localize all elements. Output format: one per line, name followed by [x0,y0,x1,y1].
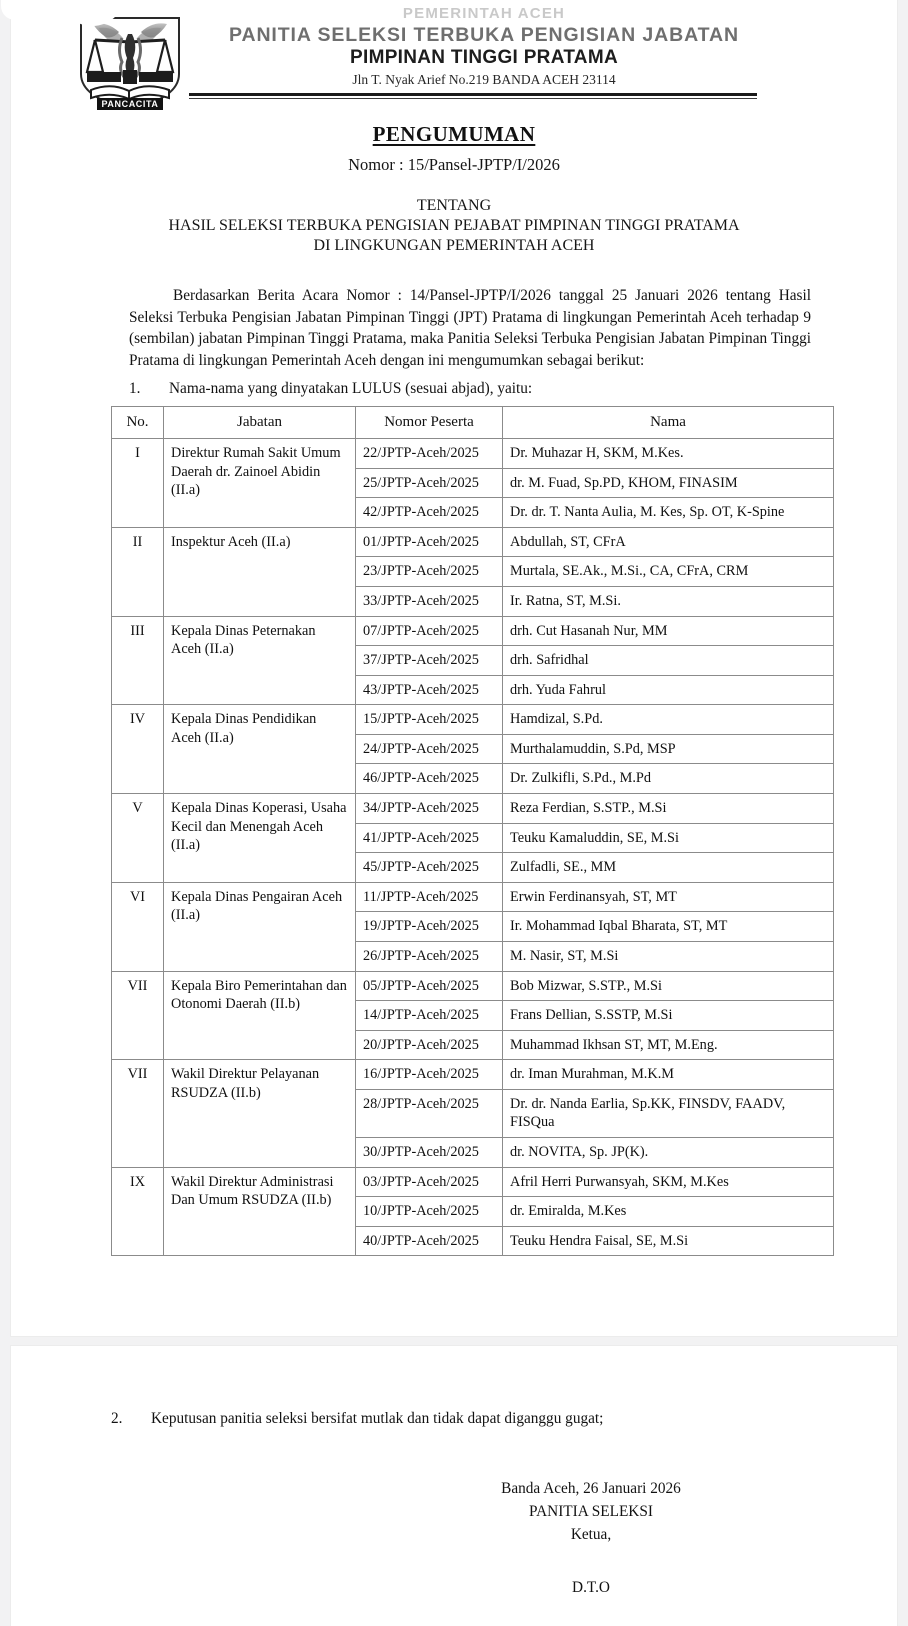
column-header-jabatan: Jabatan [164,406,356,439]
results-table-wrap [29,406,879,1257]
cell-nama: dr. Emiralda, M.Kes [503,1197,834,1227]
table-row [112,794,834,824]
cell-nama: Reza Ferdian, S.STP., M.Si [503,794,834,824]
list-item-1-text: Nama-nama yang dinyatakan LULUS (sesuai abjad), yaitu: [169,379,533,397]
signature-block [441,1478,741,1600]
table-header-row [112,406,834,439]
cell-no: V [112,794,164,883]
cell-nomor-peserta: 22/JPTP-Aceh/2025 [356,439,503,469]
cell-nama: Frans Dellian, S.SSTP, M.Si [503,1001,834,1031]
cell-no: VII [112,971,164,1060]
results-table-body [112,439,834,1256]
cell-nomor-peserta: 01/JPTP-Aceh/2025 [356,527,503,557]
cell-nomor-peserta: 14/JPTP-Aceh/2025 [356,1001,503,1031]
list-item-1 [129,378,811,400]
cell-nama: dr. M. Fuad, Sp.PD, KHOM, FINASIM [503,468,834,498]
cell-nomor-peserta: 10/JPTP-Aceh/2025 [356,1197,503,1227]
cell-nomor-peserta: 11/JPTP-Aceh/2025 [356,882,503,912]
table-row [112,971,834,1001]
cell-nomor-peserta: 19/JPTP-Aceh/2025 [356,912,503,942]
cell-nomor-peserta: 25/JPTP-Aceh/2025 [356,468,503,498]
cell-jabatan: Inspektur Aceh (II.a) [164,527,356,616]
cell-nomor-peserta: 37/JPTP-Aceh/2025 [356,646,503,676]
results-table-head [112,406,834,439]
column-header-no: No. [112,406,164,439]
cell-nomor-peserta: 33/JPTP-Aceh/2025 [356,586,503,616]
letterhead-government-line: PEMERINTAH ACEH [402,5,566,22]
document-page-2 [11,1346,897,1626]
cell-nomor-peserta: 24/JPTP-Aceh/2025 [356,734,503,764]
cell-jabatan: Kepala Dinas Peternakan Aceh (II.a) [164,616,356,705]
cell-jabatan: Wakil Direktur Pelayanan RSUDZA (II.b) [164,1060,356,1167]
cell-nomor-peserta: 07/JPTP-Aceh/2025 [356,616,503,646]
list-item-2-marker: 2. [111,1410,123,1427]
table-row [112,439,834,469]
cell-no: IX [112,1167,164,1256]
cell-jabatan: Kepala Biro Pemerintahan dan Otonomi Daerah (II.b) [164,971,356,1060]
footer-section [11,1346,897,1599]
cell-nomor-peserta: 26/JPTP-Aceh/2025 [356,941,503,971]
cell-nomor-peserta: 41/JPTP-Aceh/2025 [356,823,503,853]
cell-no: II [112,527,164,616]
cell-no: VI [112,882,164,971]
cell-nomor-peserta: 20/JPTP-Aceh/2025 [356,1030,503,1060]
cell-nama: Dr. dr. Nanda Earlia, Sp.KK, FINSDV, FAADV, FISQua [503,1089,834,1137]
cell-nama: Teuku Kamaluddin, SE, M.Si [503,823,834,853]
title-block [29,122,879,255]
cell-jabatan: Kepala Dinas Pengairan Aceh (II.a) [164,882,356,971]
document-page-1 [11,0,897,1336]
cell-nama: Erwin Ferdinansyah, ST, MT [503,882,834,912]
cell-nama: Ir. Mohammad Iqbal Bharata, ST, MT [503,912,834,942]
page-title: PENGUMUMAN [372,122,536,146]
cell-nama: Afril Herri Purwansyah, SKM, M.Kes [503,1167,834,1197]
subject-line-2: DI LINGKUNGAN PEMERINTAH ACEH [313,237,595,254]
cell-no: I [112,439,164,528]
cell-nama: Zulfadli, SE., MM [503,853,834,883]
cell-nomor-peserta: 30/JPTP-Aceh/2025 [356,1137,503,1167]
signature-role: Ketua, [570,1525,612,1543]
signature-place-date: Banda Aceh, 26 Januari 2026 [501,1479,681,1497]
signature-dto: D.T.O [572,1578,610,1596]
cell-jabatan: Kepala Dinas Pendidikan Aceh (II.a) [164,705,356,794]
svg-text:PANCACITA: PANCACITA [101,99,159,109]
cell-nama: Murtala, SE.Ak., M.Si., CA, CFrA, CRM [503,557,834,587]
cell-jabatan: Wakil Direktur Administrasi Dan Umum RSUDZA (II.b) [164,1167,356,1256]
cell-nama: drh. Safridhal [503,646,834,676]
cell-nomor-peserta: 46/JPTP-Aceh/2025 [356,764,503,794]
subject-line-1: HASIL SELEKSI TERBUKA PENGISIAN PEJABAT PIMPINAN TINGGI PRATAMA [168,217,740,234]
cell-nama: dr. NOVITA, Sp. JP(K). [503,1137,834,1167]
table-row [112,1167,834,1197]
cell-nama: Dr. Muhazar H, SKM, M.Kes. [503,439,834,469]
cell-jabatan: Direktur Rumah Sakit Umum Daerah dr. Zainoel Abidin (II.a) [164,439,356,528]
table-row [112,882,834,912]
letterhead-divider [189,89,757,99]
cell-nama: Abdullah, ST, CFrA [503,527,834,557]
cell-no: IV [112,705,164,794]
cell-nomor-peserta: 03/JPTP-Aceh/2025 [356,1167,503,1197]
cell-nama: drh. Cut Hasanah Nur, MM [503,616,834,646]
cell-nama: Dr. Zulkifli, S.Pd., M.Pd [503,764,834,794]
cell-nomor-peserta: 15/JPTP-Aceh/2025 [356,705,503,735]
body-section [29,285,879,400]
letterhead-position-line: PIMPINAN TINGGI PRATAMA [350,47,618,69]
cell-nama: drh. Yuda Fahrul [503,675,834,705]
cell-nomor-peserta: 16/JPTP-Aceh/2025 [356,1060,503,1090]
table-row [112,1060,834,1090]
column-header-nama: Nama [503,406,834,439]
tentang-label: TENTANG [416,197,492,214]
letterhead [29,0,879,108]
aceh-pancacita-emblem-icon [73,12,187,112]
list-item-2-text: Keputusan panitia seleksi bersifat mutlak dan tidak dapat diganggu gugat; [151,1410,604,1427]
cell-nomor-peserta: 34/JPTP-Aceh/2025 [356,794,503,824]
intro-paragraph: Berdasarkan Berita Acara Nomor : 14/Pansel-JPTP/I/2026 tanggal 25 Januari 2026 tentang Hasil Seleksi Terbuka Pengisian Jabatan Pimpinan Tinggi (JPT) Pratama di lingkungan Pemerintah Aceh terhadap 9 (sembilan) jabatan Pimpinan Tinggi Pratama, maka Panitia Seleksi Terbuka Pengisian Jabatan Pimpinan Tinggi Pratama di lingkungan Pemerintah Aceh dengan ini mengumumkan sebagai berikut: [129,287,811,370]
cell-nama: Bob Mizwar, S.STP., M.Si [503,971,834,1001]
document-number: Nomor : 15/Pansel-JPTP/I/2026 [348,155,560,174]
cell-nama: M. Nasir, ST, M.Si [503,941,834,971]
page-separator [0,1336,908,1346]
column-header-nomor-peserta: Nomor Peserta [356,406,503,439]
cell-nomor-peserta: 28/JPTP-Aceh/2025 [356,1089,503,1137]
list-item-1-marker: 1. [129,379,141,397]
cell-jabatan: Kepala Dinas Koperasi, Usaha Kecil dan Menengah Aceh (II.a) [164,794,356,883]
cell-nama: Muhammad Ikhsan ST, MT, M.Eng. [503,1030,834,1060]
signature-committee: PANITIA SELEKSI [529,1502,653,1520]
cell-nama: Murthalamuddin, S.Pd, MSP [503,734,834,764]
list-item-2 [111,1408,829,1430]
cell-nomor-peserta: 42/JPTP-Aceh/2025 [356,498,503,528]
cell-nama: Dr. dr. T. Nanta Aulia, M. Kes, Sp. OT, K-Spine [503,498,834,528]
cell-no: III [112,616,164,705]
cell-nama: Hamdizal, S.Pd. [503,705,834,735]
table-row [112,705,834,735]
letterhead-committee-line: PANITIA SELEKSI TERBUKA PENGISIAN JABATAN [229,23,739,46]
cell-nomor-peserta: 43/JPTP-Aceh/2025 [356,675,503,705]
letterhead-address: Jln T. Nyak Arief No.219 BANDA ACEH 23114 [352,71,616,87]
cell-nama: Teuku Hendra Faisal, SE, M.Si [503,1226,834,1256]
cell-nomor-peserta: 05/JPTP-Aceh/2025 [356,971,503,1001]
cell-nomor-peserta: 40/JPTP-Aceh/2025 [356,1226,503,1256]
cell-nomor-peserta: 45/JPTP-Aceh/2025 [356,853,503,883]
cell-nama: Ir. Ratna, ST, M.Si. [503,586,834,616]
table-row [112,616,834,646]
cell-nomor-peserta: 23/JPTP-Aceh/2025 [356,557,503,587]
results-table [111,406,834,1257]
cell-nama: dr. Iman Murahman, M.K.M [503,1060,834,1090]
cell-no: VII [112,1060,164,1167]
table-row [112,527,834,557]
